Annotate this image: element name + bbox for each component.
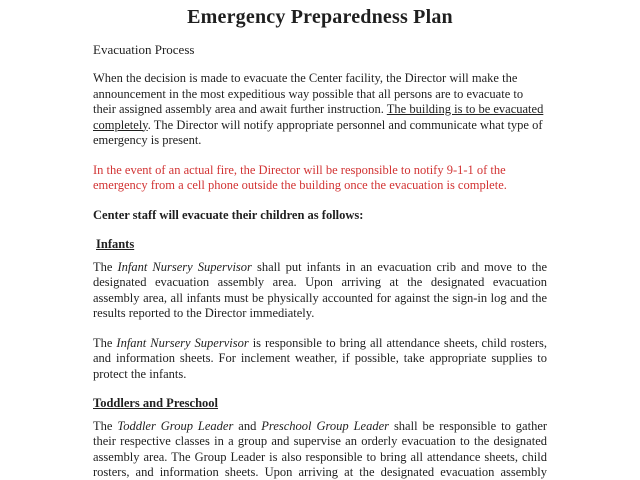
infants-heading — [93, 237, 547, 253]
building-evacuated-underlined-phrase: The building is to be evacuated completely — [93, 102, 544, 132]
document-title: Emergency Preparedness Plan — [187, 6, 453, 28]
intro-text-pre: When the decision is made to evacuate the Center facility, the Director will make the announcement in the most expeditious way possible that all persons are to evacuate to their assigned assembly area and await further instruction. — [93, 71, 524, 116]
infants-heading-label: Infants — [96, 237, 135, 251]
infants-p1-pre: The — [93, 259, 118, 274]
fire-notice-paragraph: In the event of an actual fire, the Director will be responsible to notify 9-1-1 of the emergency from a cell phone outside the building once the evacuation is complete. — [93, 162, 507, 192]
toddlers-p-pre: The — [93, 418, 118, 433]
infants-paragraph-1 — [93, 260, 547, 322]
infants-p2-pre: The — [93, 335, 117, 350]
toddler-group-leader-italic: Toddler Group Leader — [117, 418, 234, 433]
toddlers-p-mid: and — [233, 418, 262, 433]
intro-paragraph — [93, 71, 547, 149]
section-heading-evacuation-process: Evacuation Process — [93, 42, 195, 57]
toddlers-p-post: shall be responsible to gather their respective classes in a group and supervise an orderly evacuation to the designated assembly area. The Group Leader is also responsible to bring all attendance sheets, child rosters, and information sheets. Upon arriving at the designated evacuation assembly — [93, 418, 548, 479]
infant-nursery-supervisor-italic: Infant Nursery Supervisor — [117, 259, 252, 274]
infants-p2-post: is responsible to bring all attendance sheets, child rosters, and information sheets. For inclement weather, if possible, take appropriate supplies to protect the infants. — [93, 335, 547, 381]
infants-paragraph-2 — [93, 336, 547, 383]
infants-p1-post: shall put infants in an evacuation crib and move to the designated evacuation assembly area. Upon arriving at the designated evacuation assembly area, all infants must be physically accounted for against the sign-in log and the results reported to the Director immediately. — [93, 259, 547, 320]
toddlers-paragraph — [93, 419, 547, 480]
toddlers-preschool-heading — [93, 396, 547, 412]
preschool-group-leader-italic: Preschool Group Leader — [261, 418, 389, 433]
staff-evacuation-heading: Center staff will evacuate their children as follows: — [93, 207, 364, 222]
infant-nursery-supervisor-italic-2: Infant Nursery Supervisor — [116, 335, 249, 350]
toddlers-preschool-heading-label: Toddlers and Preschool — [93, 396, 219, 410]
intro-text-post: . The Director will notify appropriate personnel and communicate what type of emergency is present. — [93, 117, 543, 147]
